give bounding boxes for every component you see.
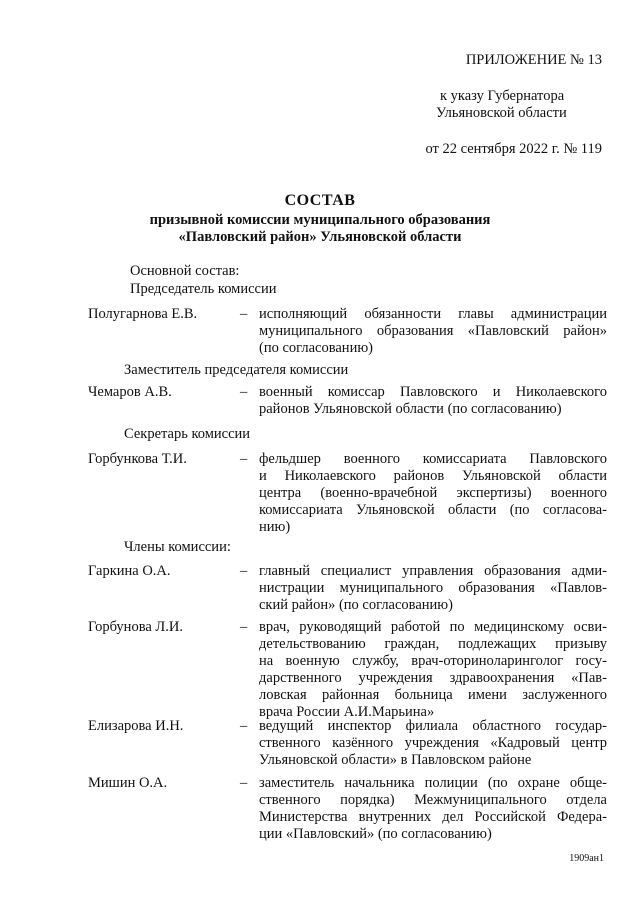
- decree-date: от 22 сентября 2022 г. № 119: [425, 141, 602, 157]
- member-dash: –: [240, 451, 248, 467]
- member-dash: –: [240, 619, 248, 635]
- member-position: военный комиссар Павловского и Николаевского районов Ульяновской области (по согласованию): [259, 384, 607, 417]
- document-code: 1909ан1: [569, 853, 604, 864]
- member-dash: –: [240, 306, 248, 322]
- member-position: ведущий инспектор филиала областного государ- ственного казённого учреждения «Кадровый центр Ульяновской области» в Павловском районе: [259, 718, 607, 768]
- member-position: главный специалист управления образования адми- нистрации муниципального образования «Павлов- ский район» (по согласованию): [259, 563, 607, 613]
- member-name: Чемаров А.В.: [88, 384, 172, 400]
- title-line-1: призывной комиссии муниципального образования: [149, 212, 491, 228]
- section-deputy-chairman: Заместитель председателя комиссии: [124, 362, 349, 378]
- decree-line-2: Ульяновской области: [436, 105, 567, 121]
- member-dash: –: [240, 775, 248, 791]
- member-position: исполняющий обязанности главы администрации муниципального образования «Павловский район» (по согласованию): [259, 306, 607, 356]
- member-name: Елизарова И.Н.: [88, 718, 184, 734]
- member-position: врач, руководящий работой по медицинскому осви- детельствованию граждан, подлежащих призыву на военную службу, врач-оториноларинголог госу- дарственного учреждения здравоохранения «Пав- ловская районная больница имени заслуженного врача России А.И.Марьина»: [259, 619, 607, 720]
- member-name: Мишин О.А.: [88, 775, 168, 791]
- member-dash: –: [240, 384, 248, 400]
- section-main-composition: Основной состав:: [130, 263, 240, 279]
- member-position: фельдшер военного комиссариата Павловского и Николаевского районов Ульяновской области центра (военно-врачебной экспертизы) военного комиссариата Ульяновской области (по согласова- нию): [259, 451, 607, 535]
- document-title: СОСТАВ: [284, 192, 356, 209]
- section-secretary: Секретарь комиссии: [124, 426, 251, 442]
- member-name: Горбункова Т.И.: [88, 451, 187, 467]
- member-position: заместитель начальника полиции (по охране обще- ственного порядка) Межмуниципального отдела Министерства внутренних дел Российской Федера- ции «Павловский» (по согласованию): [259, 775, 607, 842]
- appendix-number: ПРИЛОЖЕНИЕ № 13: [465, 52, 602, 68]
- member-name: Полугарнова Е.В.: [88, 306, 198, 322]
- member-name: Гаркина О.А.: [88, 563, 171, 579]
- member-dash: –: [240, 718, 248, 734]
- section-chairman: Председатель комиссии: [130, 281, 277, 297]
- member-dash: –: [240, 563, 248, 579]
- decree-line-1: к указу Губернатора: [440, 88, 565, 104]
- title-line-2: «Павловский район» Ульяновской области: [178, 229, 462, 245]
- section-members: Члены комиссии:: [124, 539, 231, 555]
- member-name: Горбунова Л.И.: [88, 619, 183, 635]
